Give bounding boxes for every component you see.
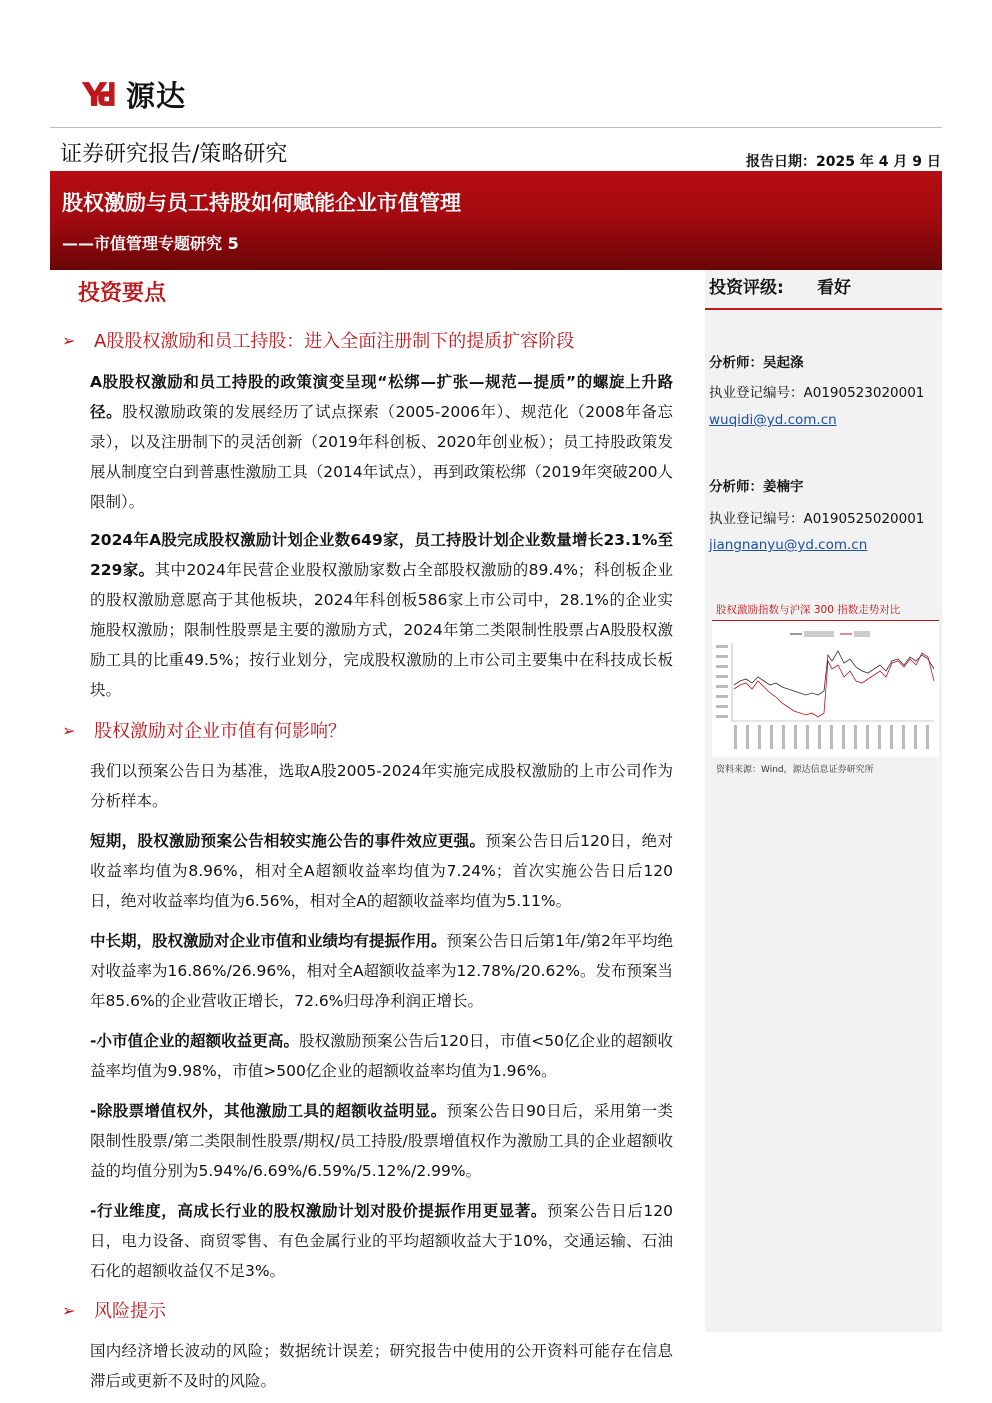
rating-label: 投资评级:	[709, 278, 784, 298]
arrow-bullet-icon: ➢	[62, 330, 76, 350]
analyst-2-registration: 执业登记编号：A0190525020001	[709, 511, 925, 527]
heading-1	[62, 327, 574, 353]
logo-mark-icon	[80, 77, 120, 111]
heading-1-text: A股股权激励和员工持股：进入全面注册制下的提质扩容阶段	[94, 331, 575, 352]
paragraph-4-body: 预案公告日后120日，绝对收益率均值为8.96%，相对全A超额收益率均值为7.24%；首次实施公告日后120日，绝对收益率均值为6.56%，相对全A的超额收益率均值为5.11%。	[90, 832, 673, 910]
report-subtitle: ——市值管理专题研究 5	[62, 234, 239, 253]
chart-x-axis-ticks	[734, 725, 929, 749]
arrow-bullet-icon: ➢	[62, 1300, 76, 1320]
paragraph-7	[90, 1096, 673, 1186]
sidebar-panel	[705, 270, 942, 1332]
paragraph-2-body: 其中2024年民营企业股权激励家数占全部股权激励的89.4%；科创板企业的股权激励意愿高于其他板块，2024年科创板586家上市公司中，28.1%的企业实施股权激励；限制性股票是主要的激励方式，2024年第二类限制性股票占A股股权激励工具的比重49.5%；按行业划分，完成股权激励的上市公司主要集中在科技成长板块。	[90, 561, 673, 699]
paragraph-4-lead: 短期，股权激励预案公告相较实施公告的事件效应更强。	[90, 832, 486, 850]
paragraph-1	[90, 367, 673, 517]
report-title: 股权激励与员工持股如何赋能企业市值管理	[62, 191, 461, 215]
chart-figure	[712, 620, 939, 757]
paragraph-6-body: 股权激励预案公告后120日，市值<50亿企业的超额收益率均值为9.98%，市值>500亿企业的超额收益率均值为1.96%。	[90, 1032, 674, 1080]
series-line-index-a	[734, 651, 934, 695]
analyst-1-registration: 执业登记编号：A0190523020001	[709, 385, 925, 401]
analyst-1-name: 分析师：吴起涤	[709, 355, 804, 371]
paragraph-8-lead: -行业维度，高成长行业的股权激励计划对股价提振作用更显著。	[90, 1202, 547, 1220]
paragraph-7-body: 预案公告日90日后，采用第一类限制性股票/第二类限制性股票/期权/员工持股/股票增值权作为激励工具的企业超额收益的均值分别为5.94%/6.69%/6.59%/5.12%/2.99%。	[90, 1102, 673, 1180]
paragraph-4	[90, 826, 673, 916]
report-type: 证券研究报告/策略研究	[60, 142, 288, 167]
paragraph-1-body: 股权激励政策的发展经历了试点探索（2005-2006年）、规范化（2008年备忘录），以及注册制下的灵活创新（2019年科创板、2020年创业板）；员工持股政策发展从制度空白到普惠性激励工具（2014年试点），再到政策松绑（2019年突破200人限制）。	[90, 403, 673, 511]
analyst-2-email-link[interactable]: jiangnanyu@yd.com.cn	[709, 537, 868, 553]
paragraph-6-lead: -小市值企业的超额收益更高。	[90, 1032, 300, 1050]
title-banner	[50, 171, 942, 270]
paragraph-5	[90, 926, 673, 1016]
report-date: 报告日期：2025 年 4 月 9 日	[746, 154, 941, 170]
rating-value: 看好	[817, 278, 851, 298]
paragraph-2-lead: 2024年A股完成股权激励计划企业数649家，员工持股计划企业数量增长23.1%至229家。	[90, 531, 673, 579]
logo-text: 源达	[126, 78, 187, 113]
paragraph-5-lead: 中长期，股权激励对企业市值和业绩均有提振作用。	[90, 932, 447, 950]
heading-2-text: 股权激励对企业市值有何影响？	[94, 721, 346, 742]
header-divider	[50, 127, 942, 128]
heading-2	[62, 717, 346, 743]
chart-source: 资料来源：Wind，源达信息证券研究所	[716, 765, 874, 775]
chart-title: 股权激励指数与沪深 300 指数走势对比	[716, 604, 901, 616]
chart-y-axis-ticks	[716, 645, 728, 718]
paragraph-2	[90, 525, 673, 705]
paragraph-6	[90, 1026, 673, 1086]
paragraph-5-body: 预案公告日后第1年/第2年平均绝对收益率为16.86%/26.96%，相对全A超额收益率为12.78%/20.62%。发布预案当年85.6%的企业营收正增长，72.6%归母净利润正增长。	[90, 932, 673, 1010]
paragraph-8	[90, 1196, 673, 1286]
paragraph-7-lead: -除股票增值权外，其他激励工具的超额收益明显。	[90, 1102, 447, 1120]
company-logo	[80, 76, 186, 112]
section-title: 投资要点	[78, 281, 167, 306]
heading-3	[62, 1297, 166, 1323]
paragraph-1-lead: A股股权激励和员工持股的政策演变呈现“松绑—扩张—规范—提质”的螺旋上升路径。	[90, 373, 673, 421]
rating-divider	[705, 308, 942, 310]
series-line-index-b	[734, 653, 934, 717]
paragraph-9	[90, 1336, 673, 1396]
arrow-bullet-icon: ➢	[62, 720, 76, 740]
paragraph-8-body: 预案公告日后120日，电力设备、商贸零售、有色金属行业的平均超额收益大于10%，交通运输、石油石化的超额收益仅不足3%。	[90, 1202, 673, 1280]
chart-legend	[790, 631, 870, 637]
heading-3-text: 风险提示	[94, 1301, 166, 1322]
paragraph-3	[90, 756, 673, 816]
paragraph-3-body: 我们以预案公告日为基准，选取A股2005-2024年实施完成股权激励的上市公司作为分析样本。	[90, 762, 673, 810]
analyst-1-email-link[interactable]: wuqidi@yd.com.cn	[709, 412, 837, 428]
chart-svg	[712, 621, 939, 755]
paragraph-9-body: 国内经济增长波动的风险；数据统计误差；研究报告中使用的公开资料可能存在信息滞后或更新不及时的风险。	[90, 1342, 673, 1390]
analyst-2-name: 分析师：姜楠宇	[709, 479, 804, 495]
